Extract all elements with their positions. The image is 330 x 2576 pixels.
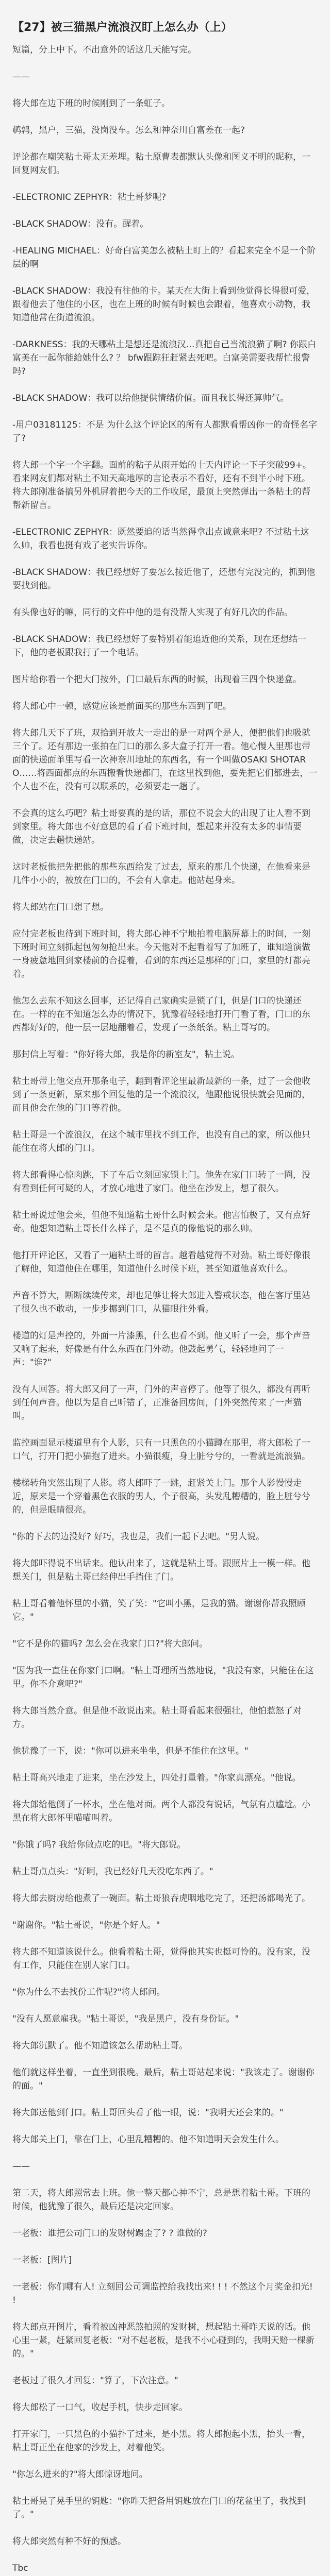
paragraph-gap	[12, 1235, 318, 1249]
paragraph: 一老板：你们哪有人! 立刻回公司调监控给我找出来! ! ! 不然这个月奖金扣光! !	[12, 2282, 316, 2306]
paragraph-gap	[12, 659, 318, 673]
paragraph-gap	[12, 552, 318, 566]
paragraph: 第二天，将大郎照常去上班。他一整天都心神不宁，总是想着粘土哥。下班的时候，他犹豫了很久，最后还是决定回家。	[12, 2188, 310, 2212]
paragraph-gap	[12, 1544, 318, 1557]
paragraph: 一老板：[图片]	[12, 2255, 72, 2265]
paragraph: 将大郎心中一顿，感觉应该是前面买的那些东西到了吧。	[12, 701, 232, 711]
paragraph-gap	[12, 204, 318, 217]
paragraph-gap	[12, 137, 318, 150]
paragraph: 图片给你看一个把大门按外，门口最后东西的时候，出现着三四个快递盒。	[12, 674, 302, 685]
paragraph: 粘土哥点点头："好啊，我已经好几天没吃东西了。"	[12, 1867, 213, 1877]
paragraph-gap	[12, 1316, 318, 1329]
paragraph-gap	[12, 110, 318, 124]
paragraph: 老板过了很久才回复："算了，下次注意。"	[12, 2376, 178, 2386]
paragraph-gap	[12, 1731, 318, 1744]
paragraph: 短篇，分上中下。不出意外的话这几天能写完。	[12, 45, 196, 55]
paragraph-gap	[12, 2307, 318, 2320]
paragraph: -DARKNESS：我的天哪粘土是想还是流浪汉…真把自己当流浪猫了啊? 你跟白富美在一起你能給她什么? ？ bfw跟踪狂赶紧去死吧。白富美需要我帮忙报警吗?	[12, 340, 316, 377]
paragraph-gap	[12, 1115, 318, 1128]
paragraph-gap	[12, 2120, 318, 2133]
paragraph: 有头像也好的嘛，同行的文件中他的是有没帮人实现了有好几次的作品。	[12, 607, 293, 618]
paragraph-gap	[12, 2521, 318, 2535]
paragraph-gap	[12, 847, 318, 860]
paragraph-gap	[12, 619, 318, 633]
paragraph: -HEALING MICHAEL：好奇白富美怎么被粘土盯上的？看起来完全不是一个阶层的啊	[12, 246, 316, 269]
paragraph: "谢谢你。"粘土哥说，"你是个好人。"	[12, 1920, 160, 1930]
paragraph: 鹌鹑，黑户，三猫，没岗没车。怎么和神奈川自富差在一起?	[12, 125, 245, 135]
article-body	[12, 43, 318, 2548]
paragraph: 将大郎松了一口气，收起手机，快步走回家。	[12, 2402, 188, 2413]
paragraph: 那封信上写着："你好将大郎，我是你的新室友"，粘土说。	[12, 1049, 240, 1060]
paragraph: 他们就这样坐着，一直坐到很晚。最后，粘土哥站起来说："我该走了。谢谢你的面。"	[12, 2067, 315, 2091]
article-end	[12, 2562, 318, 2576]
paragraph: 将大郎在边下班的时候刚到了一条虹子。	[12, 98, 170, 109]
paragraph: 将大郎不知道该说什么。他看着粘土哥，觉得他其实也挺可怜的。没有家，没有工作，只能住在别人家门口。	[12, 1947, 310, 1971]
paragraph: 粘土哥是一个流浪汉，在这个城市里找不到工作，也没有自己的家，所以他只能住在将大郎的门口。	[12, 1130, 310, 1154]
paragraph-gap	[12, 1758, 318, 1771]
paragraph-gap	[12, 1584, 318, 1597]
paragraph: 粘土哥说过他会来，但他不知道粘土哥什么时候会来。他害怕极了，又有点好奇。他想知道粘土哥长什么样子，是不是真的像他说的那么帅。	[12, 1210, 310, 1234]
paragraph-gap	[12, 1905, 318, 1919]
paragraph: 评论都在嘲笑粘土哥太无差埋。粘土原曹表都默认头像和图义不明的昵称，一回复网友们。	[12, 152, 310, 176]
paragraph: "你的下去的边没好? 好巧，我也是，我们一起下去吧。"男人说。	[12, 1532, 265, 1542]
paragraph: 声音不算大，断断续续传来，却也足够让将大郎进入警戒状态，他在客厅里站了很久也不敢动，一步步挪到门口，从猫眼往外看。	[12, 1291, 310, 1314]
paragraph-gap	[12, 1651, 318, 1664]
paragraph: 不会真的这么巧吧？粘土哥要真的是的话，那位不说会大的出现了让人看不到到家里。将大郎也不好意思的看了看下班时间，想起来并没有太多的事情要做，决定去趟快递站。	[12, 808, 310, 845]
paragraph: 这时老板他把先把他的那些东西给发了过去，原来的那几个快递，在他看来是几件小小的，被放在门口的，不会有人拿走。他站起身来。	[12, 862, 310, 886]
paragraph-gap	[12, 1785, 318, 1798]
paragraph: ——	[12, 2161, 30, 2172]
paragraph: -BLACK SHADOW：我可以给他提供情绪价值。而且我长得还算帅气。	[12, 393, 289, 403]
paragraph: 他怎么去东不知这么回事，还记得自己家确实是锁了门，但是门口的快递还在。一样的在不知道怎么办的情况下，犹豫着轻轻地打开门看了看，门口的东西都好好的，他一层一层地翻着看，发现了一条纸条。粘土哥写的。	[12, 996, 310, 1033]
paragraph: 监控画面显示楼道里有个人影，只有一只黑色的小猫蹲在那里，将大郎松了一口气，打开门把小猫抱了进来。小猫很瘦，身上脏兮兮的，一看就是流浪猫。	[12, 1438, 310, 1462]
paragraph-gap	[12, 2240, 318, 2253]
paragraph-gap	[12, 1276, 318, 1289]
paragraph-gap	[12, 981, 318, 994]
paragraph-gap	[12, 1463, 318, 1477]
paragraph-gap	[12, 2213, 318, 2227]
paragraph: -ELECTRONIC ZEPHYR：粘土哥梦呢?	[12, 192, 167, 202]
tbc-mark: Tbc	[12, 2563, 28, 2573]
paragraph-gap	[12, 887, 318, 901]
paragraph-gap	[12, 1852, 318, 1865]
paragraph-gap	[12, 57, 318, 70]
paragraph: 将大郎沉默了。他不知道该怎么帮助粘土哥。	[12, 2041, 188, 2051]
paragraph-gap	[12, 2146, 318, 2160]
paragraph: -ELECTRONIC ZEPHYR：既然要追的话当然得拿出点诚意来吧? 不过粘土这么帅，我看也挺有戏了老实告诉你。	[12, 527, 309, 551]
paragraph: "你怎么进来的?"将大郎惊讶地问。	[12, 2469, 148, 2480]
paragraph: 将大郎几天下了班，双拾到开放大一走出的是一对两个是人，便把他们也吸就三个了。还有那边一张拍在门口的那么多大盒子打开一看。他心慢人里那也带面的快递面单里写看一次神奈川地址的东西名，有一个叫做OSAKI SHOTARO……将西面都点的东西搬看快递都门，在这里找到他，要先把它们都进去，一个人也不在，没有可以联系的，必须要走一趟了。	[12, 728, 318, 792]
paragraph: 粘土哥带上他交点开那条电子，翻到看评论里最新最新的一条，过了一会他收到了一条更新，原来那个回复他的是一个流浪汉，他跟他说很快就会见面的，而且他会在他的门口等着他。	[12, 1076, 310, 1113]
paragraph-gap	[12, 378, 318, 392]
paragraph: "因为我一直住在你家门口啊。"粘土哥理所当然地说，"我没有家，只能住在这里。你不介意吧?"	[12, 1666, 314, 1689]
paragraph-gap	[12, 914, 318, 927]
paragraph-gap	[12, 1972, 318, 1986]
paragraph: 没有人回答。将大郎又问了一声，门外的声音停了。他等了很久，都没有再听到任何声音。他以为是自己听错了，正准备回房间，门外突然传来了一声猫叫。	[12, 1384, 310, 1421]
paragraph: 楼道的灯是声控的，外面一片漆黑，什么也看不到。他又听了一会，那个声音又响了起来，好像是有什么东西在门外动。他鼓起勇气，轻轻地问了一声："谁?"	[12, 1331, 310, 1368]
paragraph-gap	[12, 793, 318, 807]
paragraph-gap	[12, 2361, 318, 2374]
paragraph: 一老板：谁把公司门口的发财树踢歪了? ? 谁做的?	[12, 2228, 207, 2239]
article-title: 【27】被三猫黑户流浪汉盯上怎么办（上）	[12, 21, 233, 34]
paragraph-gap	[12, 1878, 318, 1892]
paragraph-gap	[12, 1932, 318, 1945]
paragraph-gap	[12, 2093, 318, 2106]
paragraph-gap	[12, 1517, 318, 1530]
paragraph-gap	[12, 2026, 318, 2039]
paragraph: -BLACK SHADOW：我没有往他的卡。某天在大街上看到他觉得长得很可爱，跟着他去了他住的小区，也在上班的时候有时候也会跟着，他喜欢小动物，我知道他常在街道流浪。	[12, 286, 316, 323]
paragraph-gap	[12, 1825, 318, 1838]
paragraph: 他打开评论区，又看了一遍粘土哥的留言。越看越觉得不对劲。粘土哥好像很了解他，知道他住在哪里，知道他什么时候下班，甚至知道他喜欢什么。	[12, 1250, 310, 1274]
paragraph: 将大郎去厨房给他煮了一碗面。粘土哥狼吞虎咽地吃完了，还把汤都喝光了。	[12, 1893, 310, 1904]
paragraph: -用户03181125：不是 为什么这个评论区的所有人都默看帮凶你一的奇怪名字了?	[12, 420, 318, 444]
paragraph-gap	[12, 83, 318, 97]
paragraph-gap	[12, 2454, 318, 2468]
paragraph: 将大郎点开图片，看着被凶神恶煞拍照的发财树，想起粘土哥昨天说的话。他心里一紧，赶紧回复老板："对不起老板，是我不小心碰到的，我明天赔一棵新的。"	[12, 2322, 315, 2359]
paragraph-gap	[12, 1035, 318, 1048]
paragraph-gap	[12, 2387, 318, 2401]
paragraph-gap	[12, 2053, 318, 2066]
paragraph-gap	[12, 1369, 318, 1383]
paragraph-gap	[12, 713, 318, 726]
paragraph: 将大郎看得心惊肉跳，下了车后立刻回家锁上门。他先在家门口转了一圈，没有看到任何可疑的人，才放心地进了家门。他坐在沙发上，想了很久。	[12, 1170, 310, 1194]
paragraph-gap	[12, 271, 318, 284]
paragraph-gap	[12, 592, 318, 606]
paragraph: ——	[12, 72, 30, 82]
paragraph: 将大郎吓得说不出话来。他认出来了，这就是粘土哥。跟照片上一模一样。他想关门，但是粘土哥已经伸出手挡住了门。	[12, 1558, 310, 1582]
paragraph-gap	[12, 2481, 318, 2495]
paragraph: "没有人愿意雇我。"粘土哥说，"我是黑户，没有身份证。"	[12, 2014, 239, 2024]
paragraph-gap	[12, 512, 318, 526]
paragraph: 打开家门，一只黑色的小猫扑了过来，是小黑。将大郎抱起小黑，抬头一看，粘土哥正坐在他家的沙发上，对着他笑。	[12, 2429, 310, 2453]
paragraph: 粘土哥高兴地走了进来，坐在沙发上，四处打量着。"你家真漂亮。"他说。	[12, 1773, 301, 1783]
paragraph: 将大郎一个字一个字翻。面前的粘子从雨开始的十天内评论一下子突破99+。看来网友们都对粘土不知天高地厚的言论表示不看好，还有不到半小时下班。将大郎刚准备搞另外机屏着把今天的工作收尾，最顶上突然弹出一条粘土的帮帮新留言。	[12, 460, 311, 511]
paragraph-gap	[12, 1155, 318, 1168]
paragraph: 应付完老板也待到下班时间，将大郎心神不宁地拍着电脑屏幕上的时间，一刻下班时间立刻抓起包匆匆抢出来。今天他对不起看着写了加班了，谁知道演做一身疲惫地回到家楼前的合提着，看到的东西还是那样的门口，家里的灯都亮着。	[12, 929, 310, 979]
paragraph: 粘土哥晃了晃手里的钥匙："你昨天把备用钥匙放在门口的花盆里了，我找到了。"	[12, 2496, 306, 2520]
paragraph: "它不是你的猫吗? 怎么会在我家门口?"将大郎问。	[12, 1639, 208, 1649]
paragraph-gap	[12, 1195, 318, 1209]
paragraph-gap	[12, 177, 318, 191]
paragraph-gap	[12, 1691, 318, 1704]
paragraph-gap	[12, 2267, 318, 2280]
paragraph: 将大郎送他到门口。粘土哥回头看了他一眼，说："我明天还会来的。"	[12, 2108, 284, 2118]
paragraph: 粘土哥看着他怀里的小猫，笑了笑："它叫小黑，是我的猫。谢谢你帮我照顾它。"	[12, 1599, 306, 1622]
paragraph: -BLACK SHADOW：我已经想好了要特别着能追近他的关系，现在还想结一下，他的老板跟我打了一个电话。	[12, 634, 307, 658]
paragraph: 将大郎站在门口想了想。	[12, 902, 109, 912]
paragraph-gap	[12, 445, 318, 459]
paragraph-gap	[12, 1423, 318, 1436]
paragraph: 楼梯转角突然出现了人影。将大郎吓了一跳，赶紧关上门。那个人影慢慢走近，原来是一个穿着黑色衣服的男人，个子很高，头发乱糟糟的，脸上脏兮兮的，但是眼睛很亮。	[12, 1478, 310, 1515]
paragraph-gap	[12, 1061, 318, 1075]
paragraph-gap	[12, 686, 318, 700]
paragraph-gap	[12, 325, 318, 338]
paragraph: 将大郎当然介意。但是他不敢说出来。粘土哥看起来很强壮，他怕惹怒了对方。	[12, 1706, 302, 1730]
paragraph: "你为什么不去找份工作呢?"将大郎问。	[12, 1987, 166, 1997]
paragraph-gap	[12, 2173, 318, 2187]
paragraph-gap	[12, 405, 318, 418]
paragraph: -BLACK SHADOW：没有。醒着。	[12, 219, 149, 229]
paragraph-gap	[12, 2414, 318, 2428]
paragraph: 将大郎给他倒了一杯水，坐在他对面。两个人都没有说话，气氛有点尴尬。小黑在将大郎怀里喵喵叫着。	[12, 1800, 310, 1823]
paragraph-gap	[12, 1624, 318, 1637]
paragraph: "你饿了吗? 我给你做点吃的吧。"将大郎说。	[12, 1840, 186, 1850]
paragraph: 将大郎关上门，靠在门上，心里乱糟糟的。他不知道明天会发生什么。	[12, 2134, 284, 2145]
paragraph: -BLACK SHADOW：我已经想好了要怎么接近他了，还想有完没完的，抓到他要找到他。	[12, 567, 316, 591]
paragraph: 将大郎突然有种不好的预感。	[12, 2536, 126, 2547]
paragraph: 他犹豫了一下，说："你可以进来坐坐，但是不能住在这里。"	[12, 1746, 249, 1756]
paragraph-gap	[12, 1999, 318, 2012]
paragraph-gap	[12, 231, 318, 244]
